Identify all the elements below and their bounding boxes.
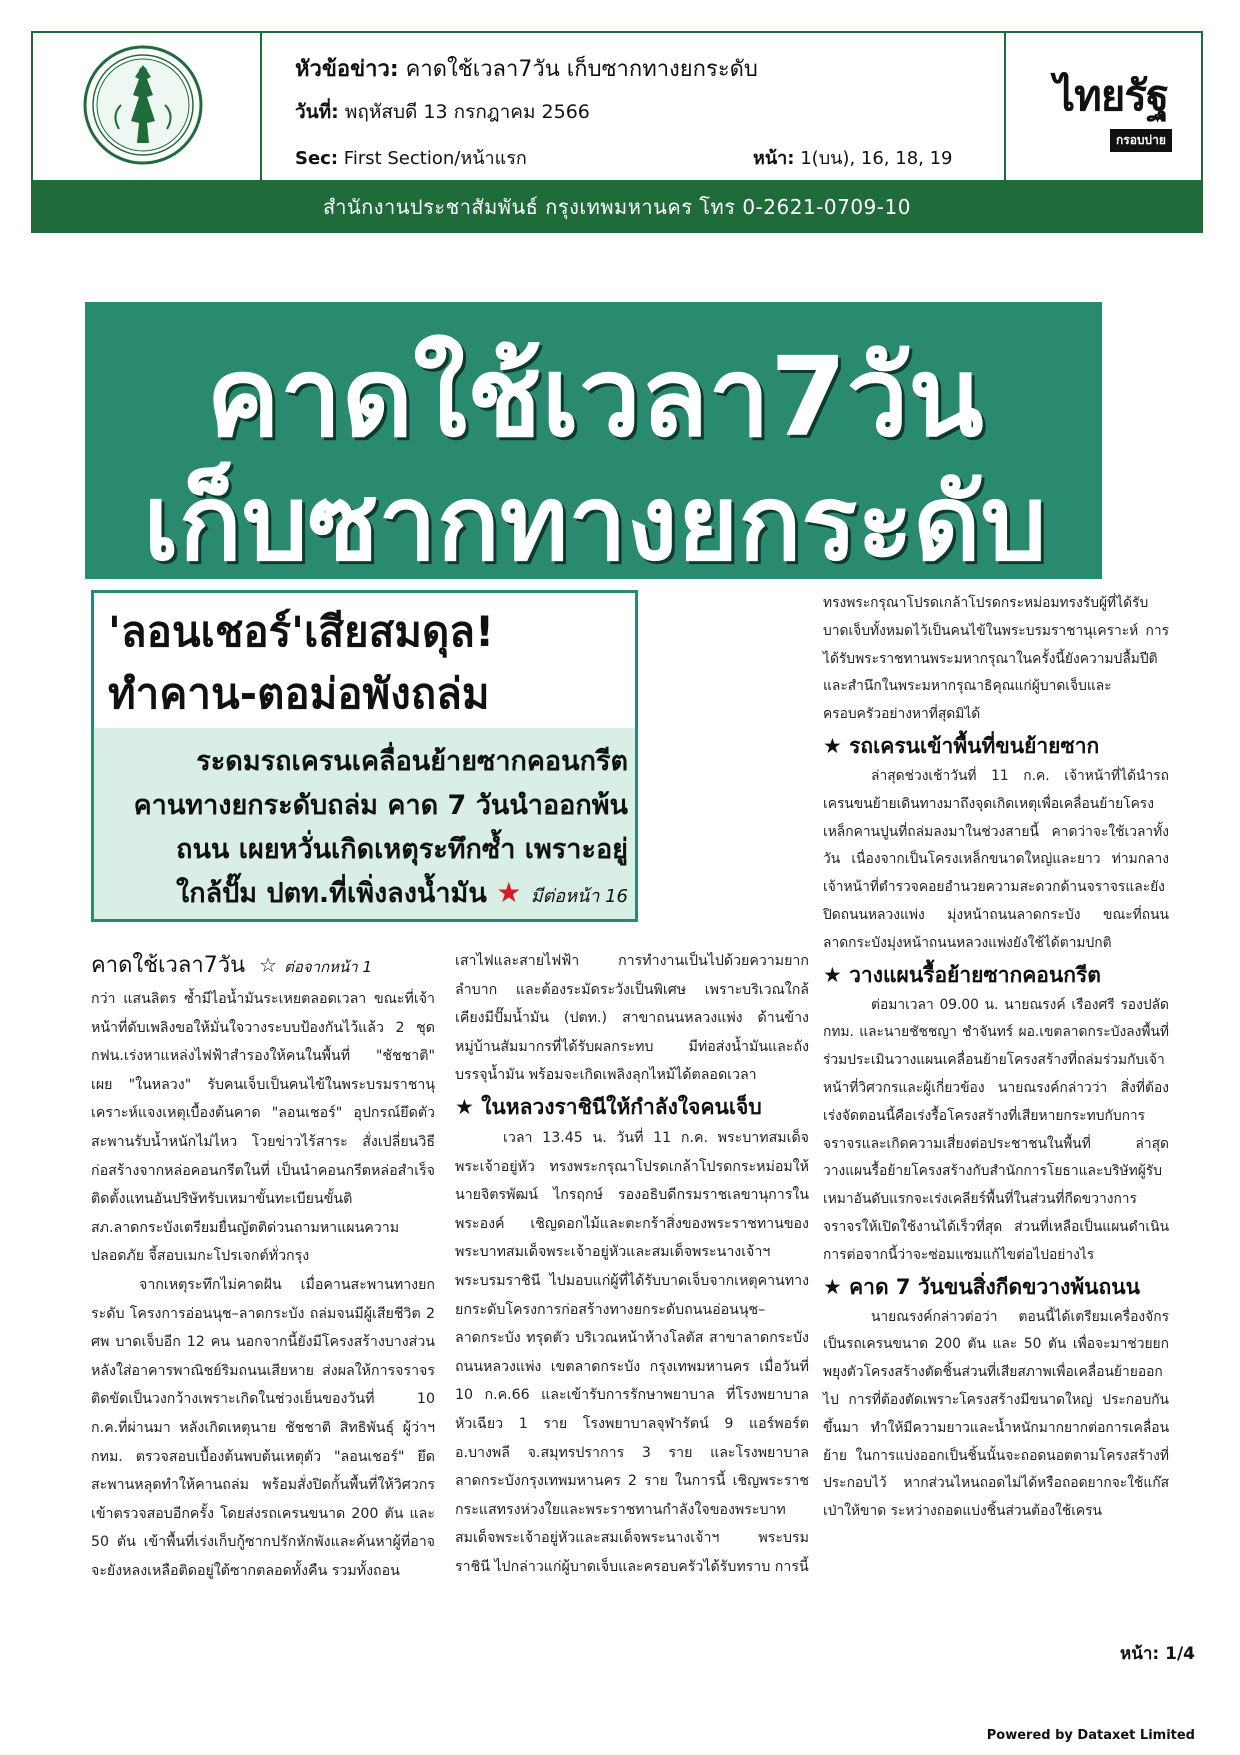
date-label: วันที่:: [295, 101, 339, 123]
section-value: First Section/หน้าแรก: [343, 148, 527, 169]
paragraph: เวลา 13.45 น. วันที่ 11 ก.ค. พระบาทสมเด็จพระเจ้าอยู่หัว ทรงพระกรุณาโปรดเกล้าโปรดกระหม่อมให้นายจิตรพัฒน์ ไกรฤกษ์ รองอธิบดีกรมราชเลขานุการในพระองค์ เชิญดอกไม้และตะกร้าสิ่งของพระราชทานของพระบาทสมเด็จพระเจ้าอยู่หัวและสมเด็จพระนางเจ้าฯ พระบรมราชินี ไปมอบแก่ผู้ที่ได้รับบาดเจ็บจากเหตุคานทางยกระดับโครงการก่อสร้างทางยกระดับถนนอ่อนนุช–ลาดกระบัง ทรุดตัว บริเวณหน้าห้างโลตัส สาขาลาดกระบัง ถนนหลวงแพ่ง เขตลาดกระบัง กรุงเทพมหานคร เมื่อวันที่ 10 ก.ค.66 และเข้ารับการรักษาพยาบาล ที่โรงพยาบาลหัวเฉียว 1 ราย โรงพยาบาลจุฬารัตน์ 9 แอร์พอร์ต อ.บางพลี จ.สมุทรปราการ 3 ราย และโรงพยาบาลลาดกระบังกรุงเทพมหานคร 2 ราย ในการนี้ เชิญพระราชกระแสทรงห่วงใยและพระราชทานกำลังใจของพระบาทสมเด็จพระเจ้าอยู่หัวและสมเด็จพระนางเจ้าฯ พระบรมราชินี ไปกล่าวแก่ผู้บาดเจ็บและครอบครัวได้รับทราบ การนี้: [455, 1129, 809, 1575]
bangkok-seal-icon: [81, 43, 205, 167]
star-icon: ★: [496, 876, 522, 909]
subhead-title-1: 'ลอนเชอร์'เสียสมดุล!: [108, 607, 495, 656]
brand-cell: [1006, 33, 1201, 180]
main-headline-line-2: เก็บซากทางยกระดับ: [143, 462, 1047, 584]
powered-by: Powered by Dataxet Limited: [986, 1728, 1195, 1743]
paragraph: นายณรงค์กล่าวต่อว่า ตอนนี้ได้เตรียมเครื่องจักรเป็นรถเครนขนาด 200 ตัน และ 50 ตัน เพื่อจะมาช่วยยกพยุงตัวโครงสร้างตัดชิ้นส่วนที่เสียสภาพเพื่อเคลื่อนย้ายออกไป การที่ต้องตัดเพราะโครงสร้างมีขนาดใหญ่ ประกอบกันขึ้นมา ทำให้มีความยาวและน้ำหนักมากยากต่อการเคลื่อนย้าย ในการแบ่งออกเป็นชิ้นนั้นจะถอดนอตตามโครงสร้างที่ประกอบไว้ หากส่วนไหนถอดไม่ได้หรือถอดยากจะใช้แก๊สเป่าให้ขาด ระหว่างถอดแบ่งชิ้นส่วนต้องใช้เครน: [823, 1308, 1169, 1520]
pages-value: 1(บน), 16, 18, 19: [800, 148, 953, 169]
sec-label: Sec:: [295, 148, 339, 169]
paragraph: ต่อมาเวลา 09.00 น. นายณรงค์ เรืองศรี รองปลัด กทม. และนายชัชชญา ชำจันทร์ ผอ.เขตลาดกระบังลงพื้นที่ร่วมประเมินวางแผนเคลื่อนย้ายโครงสร้างที่ถล่มร่วมกับเจ้าหน้าที่วิศวกรและผู้เกี่ยวข้อง นายณรงค์กล่าวว่า สิ่งที่ต้องเร่งจัดตอนนี้คือเร่งรื้อโครงสร้างที่เสียหายกระทบกับการจราจรและเกิดความเสี่ยงต่อประชาชนในพื้นที่ ล่าสุดวางแผนรื้อย้ายโครงสร้างกับสำนักการโยธาและบริษัทผู้รับเหมาอันดับแรกจะเร่งเคลียร์พื้นที่ในส่วนที่กีดขวางการจราจรให้เปิดใช้งานได้เร็วที่สุด ส่วนที่เหลือเป็นแผนดำเนินการต่อจากนี้ว่าจะซ่อมแซมแก้ไขต่อไปอย่างไร: [823, 996, 1169, 1263]
continuation-title: คาดใช้เวลา7วัน: [91, 953, 246, 978]
meta-cell: [262, 33, 1006, 180]
deck-line-2: คานทางยกระดับถล่ม คาด 7 วันนำออกพ้น: [133, 790, 628, 821]
main-headline: [85, 302, 1102, 584]
paragraph: ล่าสุดช่วงเช้าวันที่ 11 ก.ค. เจ้าหน้าที่ได้นำรถเครนขนย้ายเดินทางมาถึงจุดเกิดเหตุเพื่อเคลื่อนย้ายโครงเหล็กคานปูนที่ถล่มลงมาในช่วงสายนี้ คาดว่าจะใช้เวลาทั้งวัน เนื่องจากเป็นโครงเหล็กขนาดใหญ่และยาว ท่ามกลางเจ้าหน้าที่ตำรวจคอยอำนวยความสะดวกด้านจราจรและยังปิดถนนหลวงแพ่ง มุ่งหน้าถนนลาดกระบัง ขณะที่ถนนลาดกระบังมุ่งหน้าถนนหลวงแพ่งยังใช้ได้ตามปกติ: [823, 767, 1169, 951]
paragraph: ทรงพระกรุณาโปรดเกล้าโปรดกระหม่อมทรงรับผู้ที่ได้รับบาดเจ็บทั้งหมดไว้เป็นคนไข้ในพระบรมราชานุเคราะห์ การได้รับพระราชทานพระมหากรุณาในครั้งนี้ยังความปลื้มปีติและสำนึกในพระมหากรุณาธิคุณแก่ผู้บาดเจ็บและครอบครัวอย่างหาที่สุดมิได้: [823, 595, 1169, 723]
page-number: หน้า: 1/4: [1120, 1644, 1195, 1664]
subhead-box: [91, 590, 638, 922]
section-heading: ★ รถเครนเข้าพื้นที่ขนย้ายซาก: [823, 733, 1100, 758]
meta-section: [295, 143, 527, 172]
continued-from: ต่อจากหน้า 1: [284, 958, 372, 976]
page-label: หน้า:: [753, 148, 795, 169]
section-heading: ★ ในหลวงราชินีให้กำลังใจคนเจ็บ: [455, 1094, 762, 1119]
headline-label: หัวข้อข่าว:: [295, 57, 399, 82]
brand-edition: กรอบบ่าย: [1110, 129, 1172, 152]
deck-line-4-text: ใกล้ปั๊ม ปตท.ที่เพิ่งลงน้ำมัน: [176, 878, 487, 909]
section-heading: ★ วางแผนรื้อย้ายซากคอนกรีต: [823, 962, 1101, 987]
deck-line-3: ถนน เผยหวั่นเกิดเหตุระทึกซ้ำ เพราะอยู่: [176, 834, 628, 865]
logo-cell: [33, 33, 262, 180]
date-value: พฤหัสบดี 13 กรกฎาคม 2566: [344, 101, 590, 123]
paragraph: เสาไฟและสายไฟฟ้า การทำงานเป็นไปด้วยความยากลำบาก และต้องระมัดระวังเป็นพิเศษ เพราะบริเวณใกล้เคียงมีปั๊มน้ำมัน (ปตท.) สาขาถนนหลวงแพ่ง ด้านข้างหมู่บ้านสัมมากรที่ได้รับผลกระทบ มีท่อส่งน้ำมันและถังบรรจุน้ำมัน พร้อมจะเกิดเพลิงลุกไหม้ได้ตลอดเวลา: [455, 953, 809, 1084]
main-headline-line-1: คาดใช้เวลา7วัน: [206, 333, 984, 461]
deck-line-1: ระดมรถเครนเคลื่อนย้ายซากคอนกรีต: [196, 746, 628, 777]
star-outline-icon: ☆: [259, 953, 278, 977]
brand-logo-text: ไทยรัฐ: [1054, 71, 1169, 120]
article-column-2: [455, 947, 809, 1581]
section-heading: ★ คาด 7 วันขนสิ่งกีดขวางพ้นถนน: [823, 1274, 1140, 1299]
subhead-title-2: ทำคาน-ตอม่อพังถล่ม: [108, 669, 490, 718]
meta-pages: [753, 143, 953, 172]
continued-note: มีต่อหน้า 16: [530, 886, 628, 907]
paragraph: กว่า แสนลิตร ซ้ำมีไอน้ำมันระเหยตลอดเวลา ขณะที่เจ้าหน้าที่ดับเพลิงขอให้มั่นใจวางระบบป้องกันไว้แล้ว 2 ชุด กฟน.เร่งหาแหล่งไฟฟ้าสำรองให้คนในพื้นที่ "ชัชชาติ" เผย "ในหลวง" รับคนเจ็บเป็นคนไข้ในพระบรมราชานุเคราะห์แจงเหตุเบื้องต้นคาด "ลอนเชอร์" อุปกรณ์ยึดตัวสะพานรับน้ำหนักไม่ไหว โวยข่าวไร้สาระ สั่งเปลี่ยนวิธีก่อสร้างจากหล่อคอนกรีตในที่ เป็นนำคอนกรีตหล่อสำเร็จติดตั้งแทนอันปริษัทรับเหมาขั้นทะเบียนขั้นติ สภ.ลาดกระบังเตรียมยื่นญัตติด่วนถามหาแผนความปลอดภัย จี้สอบเมกะโปรเจกต์ทั่วกรุง: [91, 991, 435, 1265]
clipping-header: [31, 31, 1203, 182]
article-column-3: [823, 590, 1169, 1526]
office-contact-bar: สำนักงานประชาสัมพันธ์ กรุงเทพมหานคร โทร 0-2621-0709-10: [31, 182, 1203, 233]
deck-line-4: [108, 871, 628, 914]
meta-headline: [295, 51, 758, 86]
paragraph: จากเหตุระทึกไม่คาดฝัน เมื่อคานสะพานทางยกระดับ โครงการอ่อนนุช–ลาดกระบัง ถล่มจนมีผู้เสียชีวิต 2 ศพ บาดเจ็บอีก 12 คน นอกจากนี้ยังมีโครงสร้างบางส่วนหลังใส่อาคารพาณิชย์ริมถนนเสียหาย ส่งผลให้การจราจรติดขัดเป็นวงกว้างเพราะเกิดในช่วงเย็นของวันที่ 10 ก.ค.ที่ผ่านมา หลังเกิดเหตุนาย ชัชชาติ สิทธิพันธุ์ ผู้ว่าฯ กทม. ตรวจสอบเบื้องต้นพบต้นเหตุตัว "ลอนเชอร์" ยึดสะพานหลุดทำให้คานถล่ม พร้อมสั่งปิดกั้นพื้นที่ให้วิศวกรเข้าตรวจสอบอีกครั้ง โดยส่งรถเครนขนาด 200 ตัน และ 50 ตัน เข้าพื้นที่เร่งเก็บกู้ซากปรักหักพังและค้นหาผู้ที่อาจจะยังหลงเหลือติดอยู่ใต้ซากตลอดทั้งคืน รวมทั้งถอน: [91, 1276, 435, 1579]
meta-date: [295, 97, 590, 127]
article-column-1: [91, 947, 435, 1585]
headline-value: คาดใช้เวลา7วัน เก็บซากทางยกระดับ: [405, 57, 758, 82]
continuation-head: [91, 947, 435, 985]
